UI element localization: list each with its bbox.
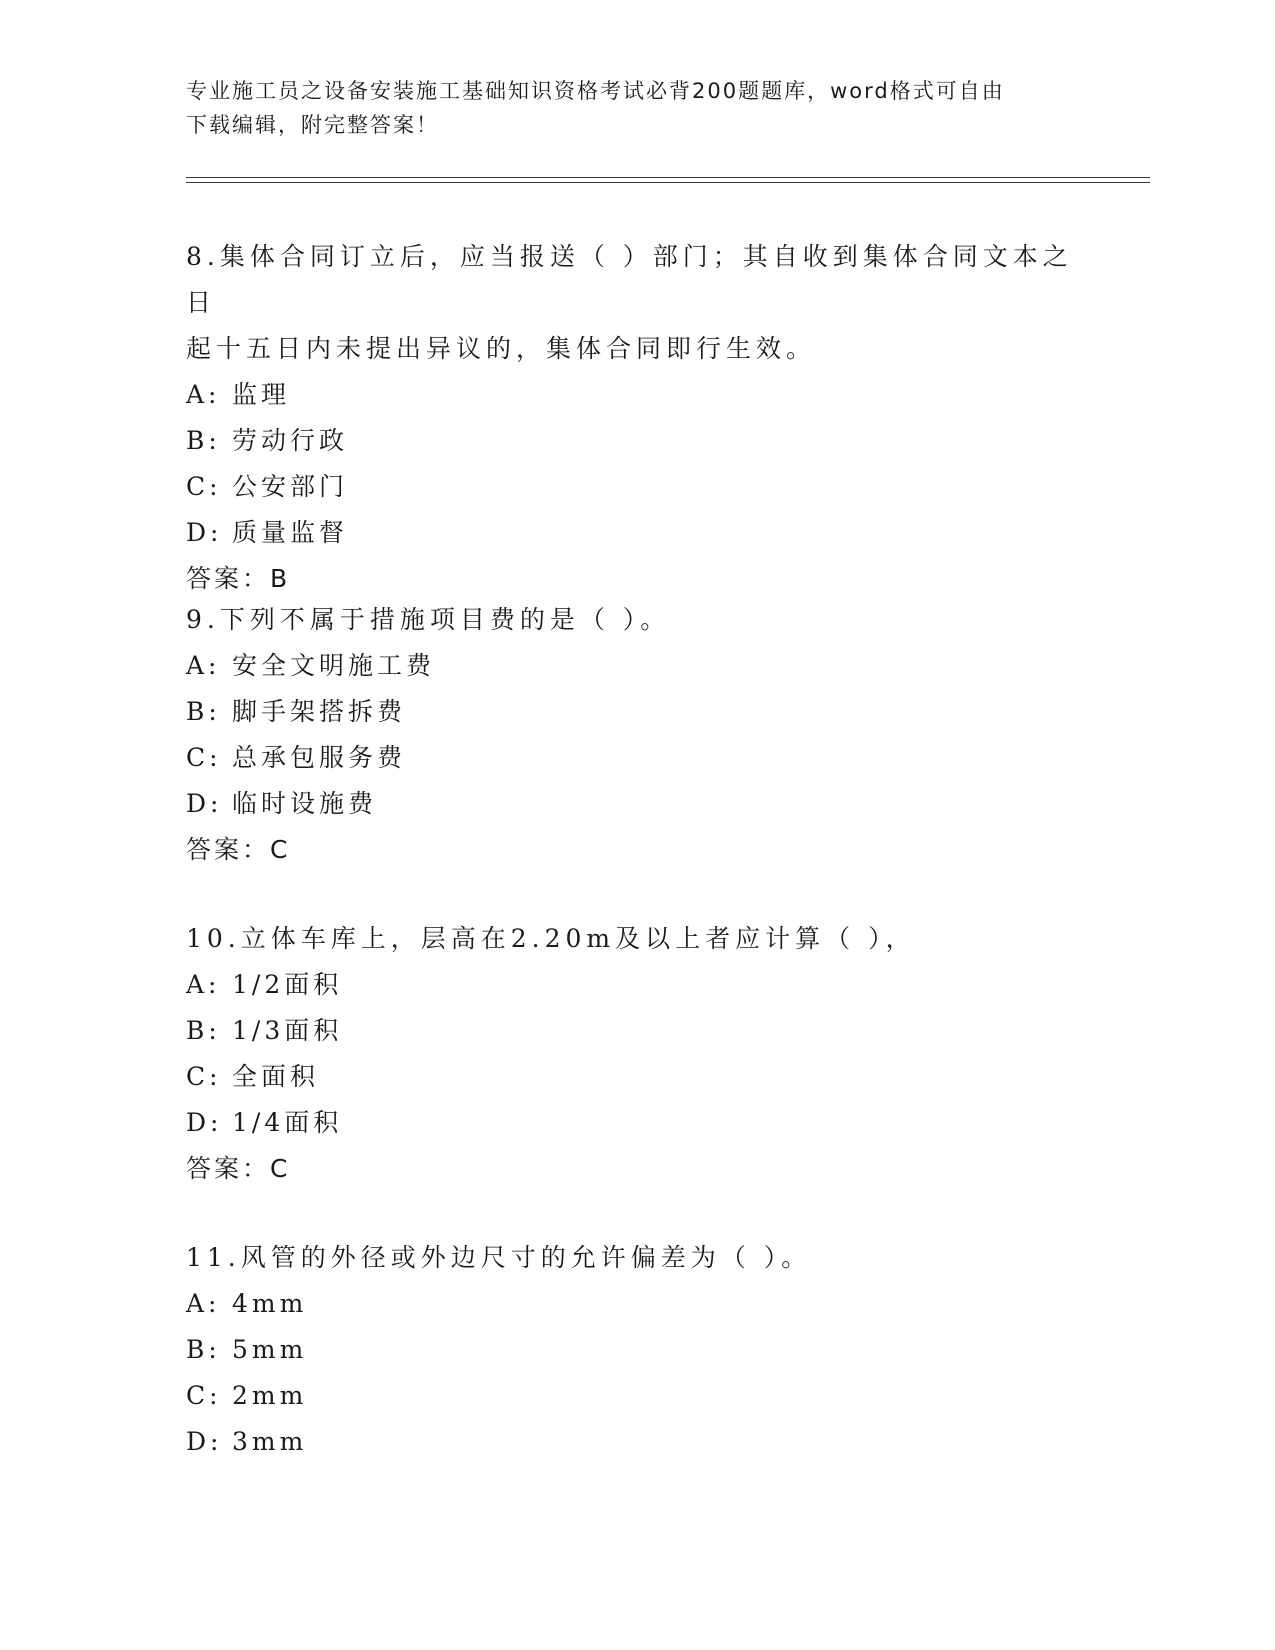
question-stem-line-1: 8.集体合同订立后，应当报送（ ）部门；其自收到集体合同文本之日: [186, 242, 1073, 317]
question-stem-line-1: 11.风管的外径或外边尺寸的允许偏差为（ ）。: [186, 1243, 812, 1272]
option-text: 5mm: [232, 1335, 308, 1364]
option-text: 脚手架搭拆费: [232, 697, 407, 726]
header-title-line-2: 下载编辑，附完整答案！: [186, 113, 439, 137]
option-b: [186, 418, 1086, 464]
option-a: [186, 372, 1086, 418]
option-c: [186, 1054, 1086, 1100]
answer-line: 答案：B: [186, 564, 291, 593]
option-text: 1/2面积: [232, 970, 343, 999]
option-text: 公安部门: [232, 472, 349, 501]
option-c: [186, 1373, 1086, 1419]
option-d: [186, 510, 1086, 556]
option-letter: D:: [186, 1108, 223, 1137]
option-text: 总承包服务费: [232, 743, 407, 772]
option-letter: C:: [186, 1062, 222, 1091]
option-text: 1/3面积: [232, 1016, 343, 1045]
option-letter: C:: [186, 743, 222, 772]
option-c: [186, 735, 1086, 781]
option-letter: A:: [186, 1289, 221, 1318]
option-a: [186, 962, 1086, 1008]
question-10: [186, 916, 1086, 1192]
question-8: [186, 234, 1086, 602]
option-letter: C:: [186, 472, 222, 501]
option-text: 2mm: [232, 1381, 308, 1410]
answer-line: 答案：C: [186, 835, 291, 864]
header-divider-bottom: [186, 182, 1150, 183]
header-title-line-1: 专业施工员之设备安装施工基础知识资格考试必背200题题库，word格式可自由: [186, 79, 1005, 103]
option-text: 1/4面积: [232, 1108, 343, 1137]
option-d: [186, 1100, 1086, 1146]
header-divider-top: [186, 177, 1150, 178]
question-stem-line-1: 9.下列不属于措施项目费的是（ ）。: [186, 605, 671, 634]
option-letter: B:: [186, 1016, 221, 1045]
question-stem-line-1: 10.立体车库上，层高在2.20m及以上者应计算（ ），: [186, 924, 916, 953]
document-header: [186, 74, 1086, 142]
option-text: 劳动行政: [232, 426, 349, 455]
option-letter: D:: [186, 1427, 223, 1456]
option-b: [186, 1327, 1086, 1373]
option-c: [186, 464, 1086, 510]
option-letter: D:: [186, 518, 223, 547]
question-9: [186, 597, 1086, 873]
option-letter: A:: [186, 380, 221, 409]
question-11: [186, 1235, 1086, 1465]
option-text: 监理: [232, 380, 291, 409]
option-b: [186, 1008, 1086, 1054]
option-b: [186, 689, 1086, 735]
answer-line: 答案：C: [186, 1154, 291, 1183]
question-stem-line-2: 起十五日内未提出异议的，集体合同即行生效。: [186, 334, 817, 363]
option-letter: B:: [186, 697, 221, 726]
option-a: [186, 1281, 1086, 1327]
option-letter: A:: [186, 970, 221, 999]
option-d: [186, 781, 1086, 827]
option-text: 临时设施费: [232, 789, 378, 818]
option-text: 3mm: [232, 1427, 308, 1456]
option-text: 4mm: [232, 1289, 308, 1318]
option-letter: A:: [186, 651, 221, 680]
option-letter: B:: [186, 426, 221, 455]
option-letter: B:: [186, 1335, 221, 1364]
option-text: 质量监督: [232, 518, 349, 547]
option-text: 安全文明施工费: [232, 651, 436, 680]
option-d: [186, 1419, 1086, 1465]
option-letter: C:: [186, 1381, 222, 1410]
option-letter: D:: [186, 789, 223, 818]
option-text: 全面积: [232, 1062, 320, 1091]
option-a: [186, 643, 1086, 689]
